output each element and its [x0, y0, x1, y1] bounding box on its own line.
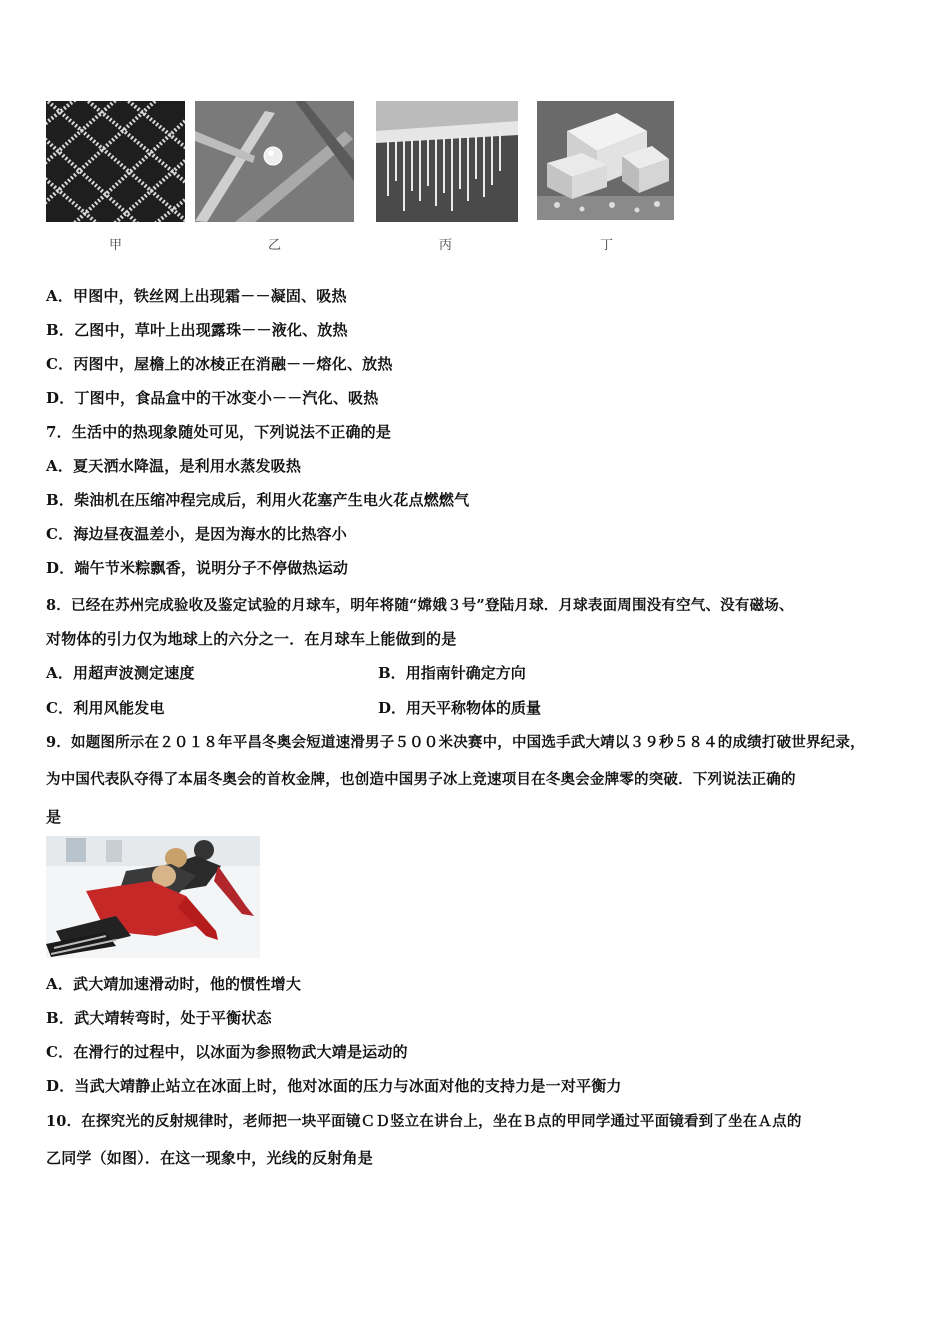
dry-ice-in-food-box-photo — [537, 101, 674, 220]
q9-option-b: B．武大靖转弯时，处于平衡状态 — [46, 1009, 272, 1027]
q7-option-b: B．柴油机在压缩冲程完成后，利用火花塞产生电火花点燃燃气 — [46, 491, 470, 509]
q9-option-c: C．在滑行的过程中，以冰面为参照物武大靖是运动的 — [46, 1043, 408, 1061]
figure-caption-yi: 乙 — [268, 238, 282, 253]
q6-option-a: A．甲图中，铁丝网上出现霜－－凝固、吸热 — [46, 287, 347, 305]
q8-option-a: A．用超声波测定速度 — [46, 664, 195, 682]
q9-stem-line3: 是 — [46, 808, 62, 826]
q8-option-c: C．利用风能发电 — [46, 699, 165, 717]
q6-option-d: D．丁图中，食品盒中的干冰变小－－汽化、吸热 — [46, 389, 379, 407]
q8-option-d: D．用天平称物体的质量 — [378, 699, 542, 717]
q8-stem-line2: 对物体的引力仅为地球上的六分之一．在月球车上能做到的是 — [46, 630, 457, 648]
q6-option-b: B．乙图中，草叶上出现露珠－－液化、放热 — [46, 321, 348, 339]
q9-option-d: D．当武大靖静止站立在冰面上时，他对冰面的压力与冰面对他的支持力是一对平衡力 — [46, 1077, 622, 1095]
icicles-on-eaves-photo — [376, 101, 518, 222]
q7-option-c: C．海边昼夜温差小，是因为海水的比热容小 — [46, 525, 347, 543]
q6-option-c: C．丙图中，屋檐上的冰棱正在消融－－熔化、放热 — [46, 355, 393, 373]
q9-stem-line1: 9．如题图所示在２０１８年平昌冬奥会短道速滑男子５００米决赛中，中国选手武大靖以３９秒５８４的成绩打破世界纪录， — [46, 734, 865, 751]
figure-caption-jia: 甲 — [109, 238, 123, 253]
q9-stem-line2: 为中国代表队夺得了本届冬奥会的首枚金牌，也创造中国男子冰上竞速项目在冬奥会金牌零的突破．下列说法正确的 — [46, 771, 796, 788]
q7-stem: 7．生活中的热现象随处可见，下列说法不正确的是 — [46, 423, 392, 441]
figure-caption-bing: 丙 — [439, 238, 453, 253]
short-track-skaters-photo — [46, 836, 260, 958]
figure-caption-ding: 丁 — [600, 238, 614, 253]
q7-option-d: D．端午节米粽飘香，说明分子不停做热运动 — [46, 559, 349, 577]
dew-on-grass-photo — [195, 101, 354, 222]
q8-stem-line1: 8．已经在苏州完成验收及鉴定试验的月球车，明年将随“嫦娥３号”登陆月球．月球表面周围没有空气、没有磁场、 — [46, 597, 794, 614]
frost-on-wire-mesh-photo — [46, 101, 185, 222]
q10-stem-line2: 乙同学（如图）．在这一现象中，光线的反射角是 — [46, 1149, 373, 1167]
q7-option-a: A．夏天洒水降温，是利用水蒸发吸热 — [46, 457, 302, 475]
q10-stem-line1: 10．在探究光的反射规律时，老师把一块平面镜ＣＤ竖立在讲台上，坐在Ｂ点的甲同学通过平面镜看到了坐在Ａ点的 — [46, 1113, 802, 1130]
q8-option-b: B．用指南针确定方向 — [378, 664, 526, 682]
q9-option-a: A．武大靖加速滑动时，他的惯性增大 — [46, 975, 302, 993]
